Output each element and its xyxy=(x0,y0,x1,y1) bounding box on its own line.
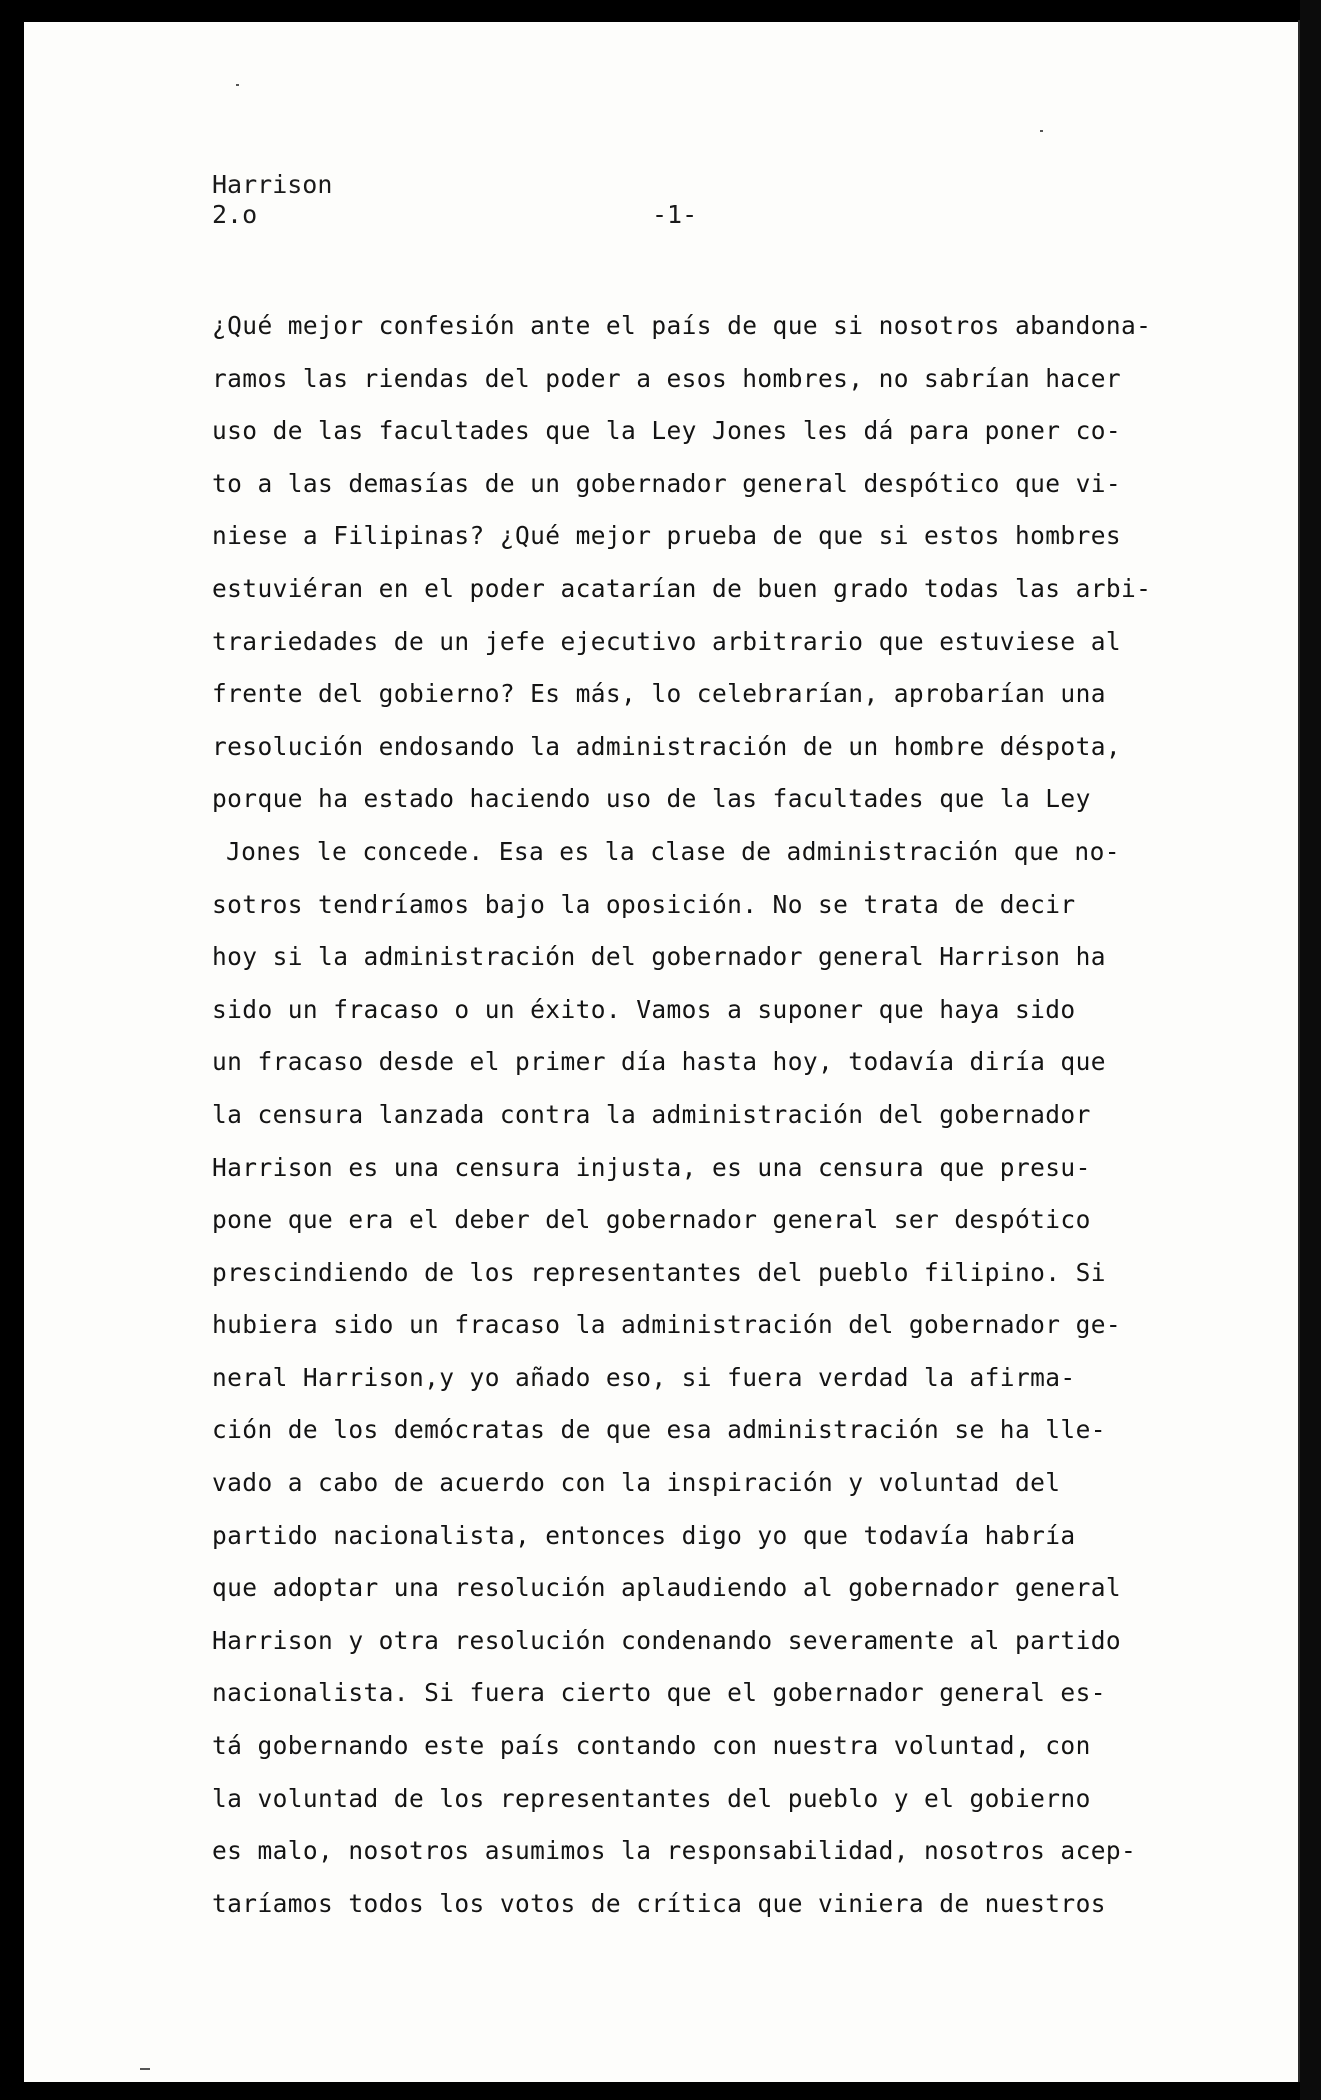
text-line: niese a Filipinas? ¿Qué mejor prueba de que si estos hombres xyxy=(212,521,1122,551)
scan-speck xyxy=(236,84,239,86)
text-line: trariedades de un jefe ejecutivo arbitrario que estuviese al xyxy=(212,626,1122,656)
text-line: sotros tendríamos bajo la oposición. No se trata de decir xyxy=(212,889,1076,919)
text-line: estuviéran en el poder acatarían de buen grado todas las arbi- xyxy=(212,573,1152,603)
text-line: frente del gobierno? Es más, lo celebrarían, aprobarían una xyxy=(212,679,1106,709)
body-text xyxy=(212,300,1192,1930)
text-line: Harrison es una censura injusta, es una censura que presu- xyxy=(212,1152,1091,1182)
text-line: Harrison y otra resolución condenando severamente al partido xyxy=(212,1625,1122,1655)
text-line: pone que era el deber del gobernador general ser despótico xyxy=(212,1205,1091,1235)
text-line: es malo, nosotros asumimos la responsabilidad, nosotros acep- xyxy=(212,1836,1137,1866)
scan-border xyxy=(1300,0,1321,2100)
text-line: vado a cabo de acuerdo con la inspiración y voluntad del xyxy=(212,1468,1061,1498)
text-line: Jones le concede. Esa es la clase de administración que no- xyxy=(226,836,1120,866)
text-line: ción de los demócratas de que esa administración se ha lle- xyxy=(212,1415,1106,1445)
text-line: partido nacionalista, entonces digo yo que todavía habría xyxy=(212,1520,1076,1550)
text-line: to a las demasías de un gobernador general despótico que vi- xyxy=(212,468,1122,498)
text-line: la censura lanzada contra la administración del gobernador xyxy=(212,1099,1091,1129)
header-code: 2.o xyxy=(212,200,258,229)
scan-speck xyxy=(1040,130,1043,132)
text-line: hoy si la administración del gobernador general Harrison ha xyxy=(212,942,1106,972)
text-line: un fracaso desde el primer día hasta hoy, todavía diría que xyxy=(212,1047,1106,1077)
text-line: hubiera sido un fracaso la administración del gobernador ge- xyxy=(212,1310,1122,1340)
text-line: ¿Qué mejor confesión ante el país de que si nosotros abandona- xyxy=(212,311,1152,340)
document-header xyxy=(212,170,332,230)
text-line: la voluntad de los representantes del pueblo y el gobierno xyxy=(212,1783,1091,1813)
text-line: neral Harrison,y yo añado eso, si fuera verdad la afirma- xyxy=(212,1362,1076,1392)
scan-speck xyxy=(140,2068,150,2070)
text-line: ramos las riendas del poder a esos hombres, no sabrían hacer xyxy=(212,363,1122,393)
text-line: nacionalista. Si fuera cierto que el gobernador general es- xyxy=(212,1678,1106,1708)
text-line: resolución endosando la administración de un hombre déspota, xyxy=(212,731,1122,761)
text-line: prescindiendo de los representantes del pueblo filipino. Si xyxy=(212,1257,1106,1287)
text-line: porque ha estado haciendo uso de las facultades que la Ley xyxy=(212,784,1091,814)
text-line: sido un fracaso o un éxito. Vamos a suponer que haya sido xyxy=(212,994,1076,1024)
page-number: -1- xyxy=(652,200,698,229)
text-line: tá gobernando este país contando con nuestra voluntad, con xyxy=(212,1731,1091,1761)
text-line: uso de las facultades que la Ley Jones les dá para poner co- xyxy=(212,416,1122,446)
header-name: Harrison xyxy=(212,170,333,199)
text-line: que adoptar una resolución aplaudiendo al gobernador general xyxy=(212,1573,1122,1603)
text-line: taríamos todos los votos de crítica que viniera de nuestros xyxy=(212,1888,1106,1918)
